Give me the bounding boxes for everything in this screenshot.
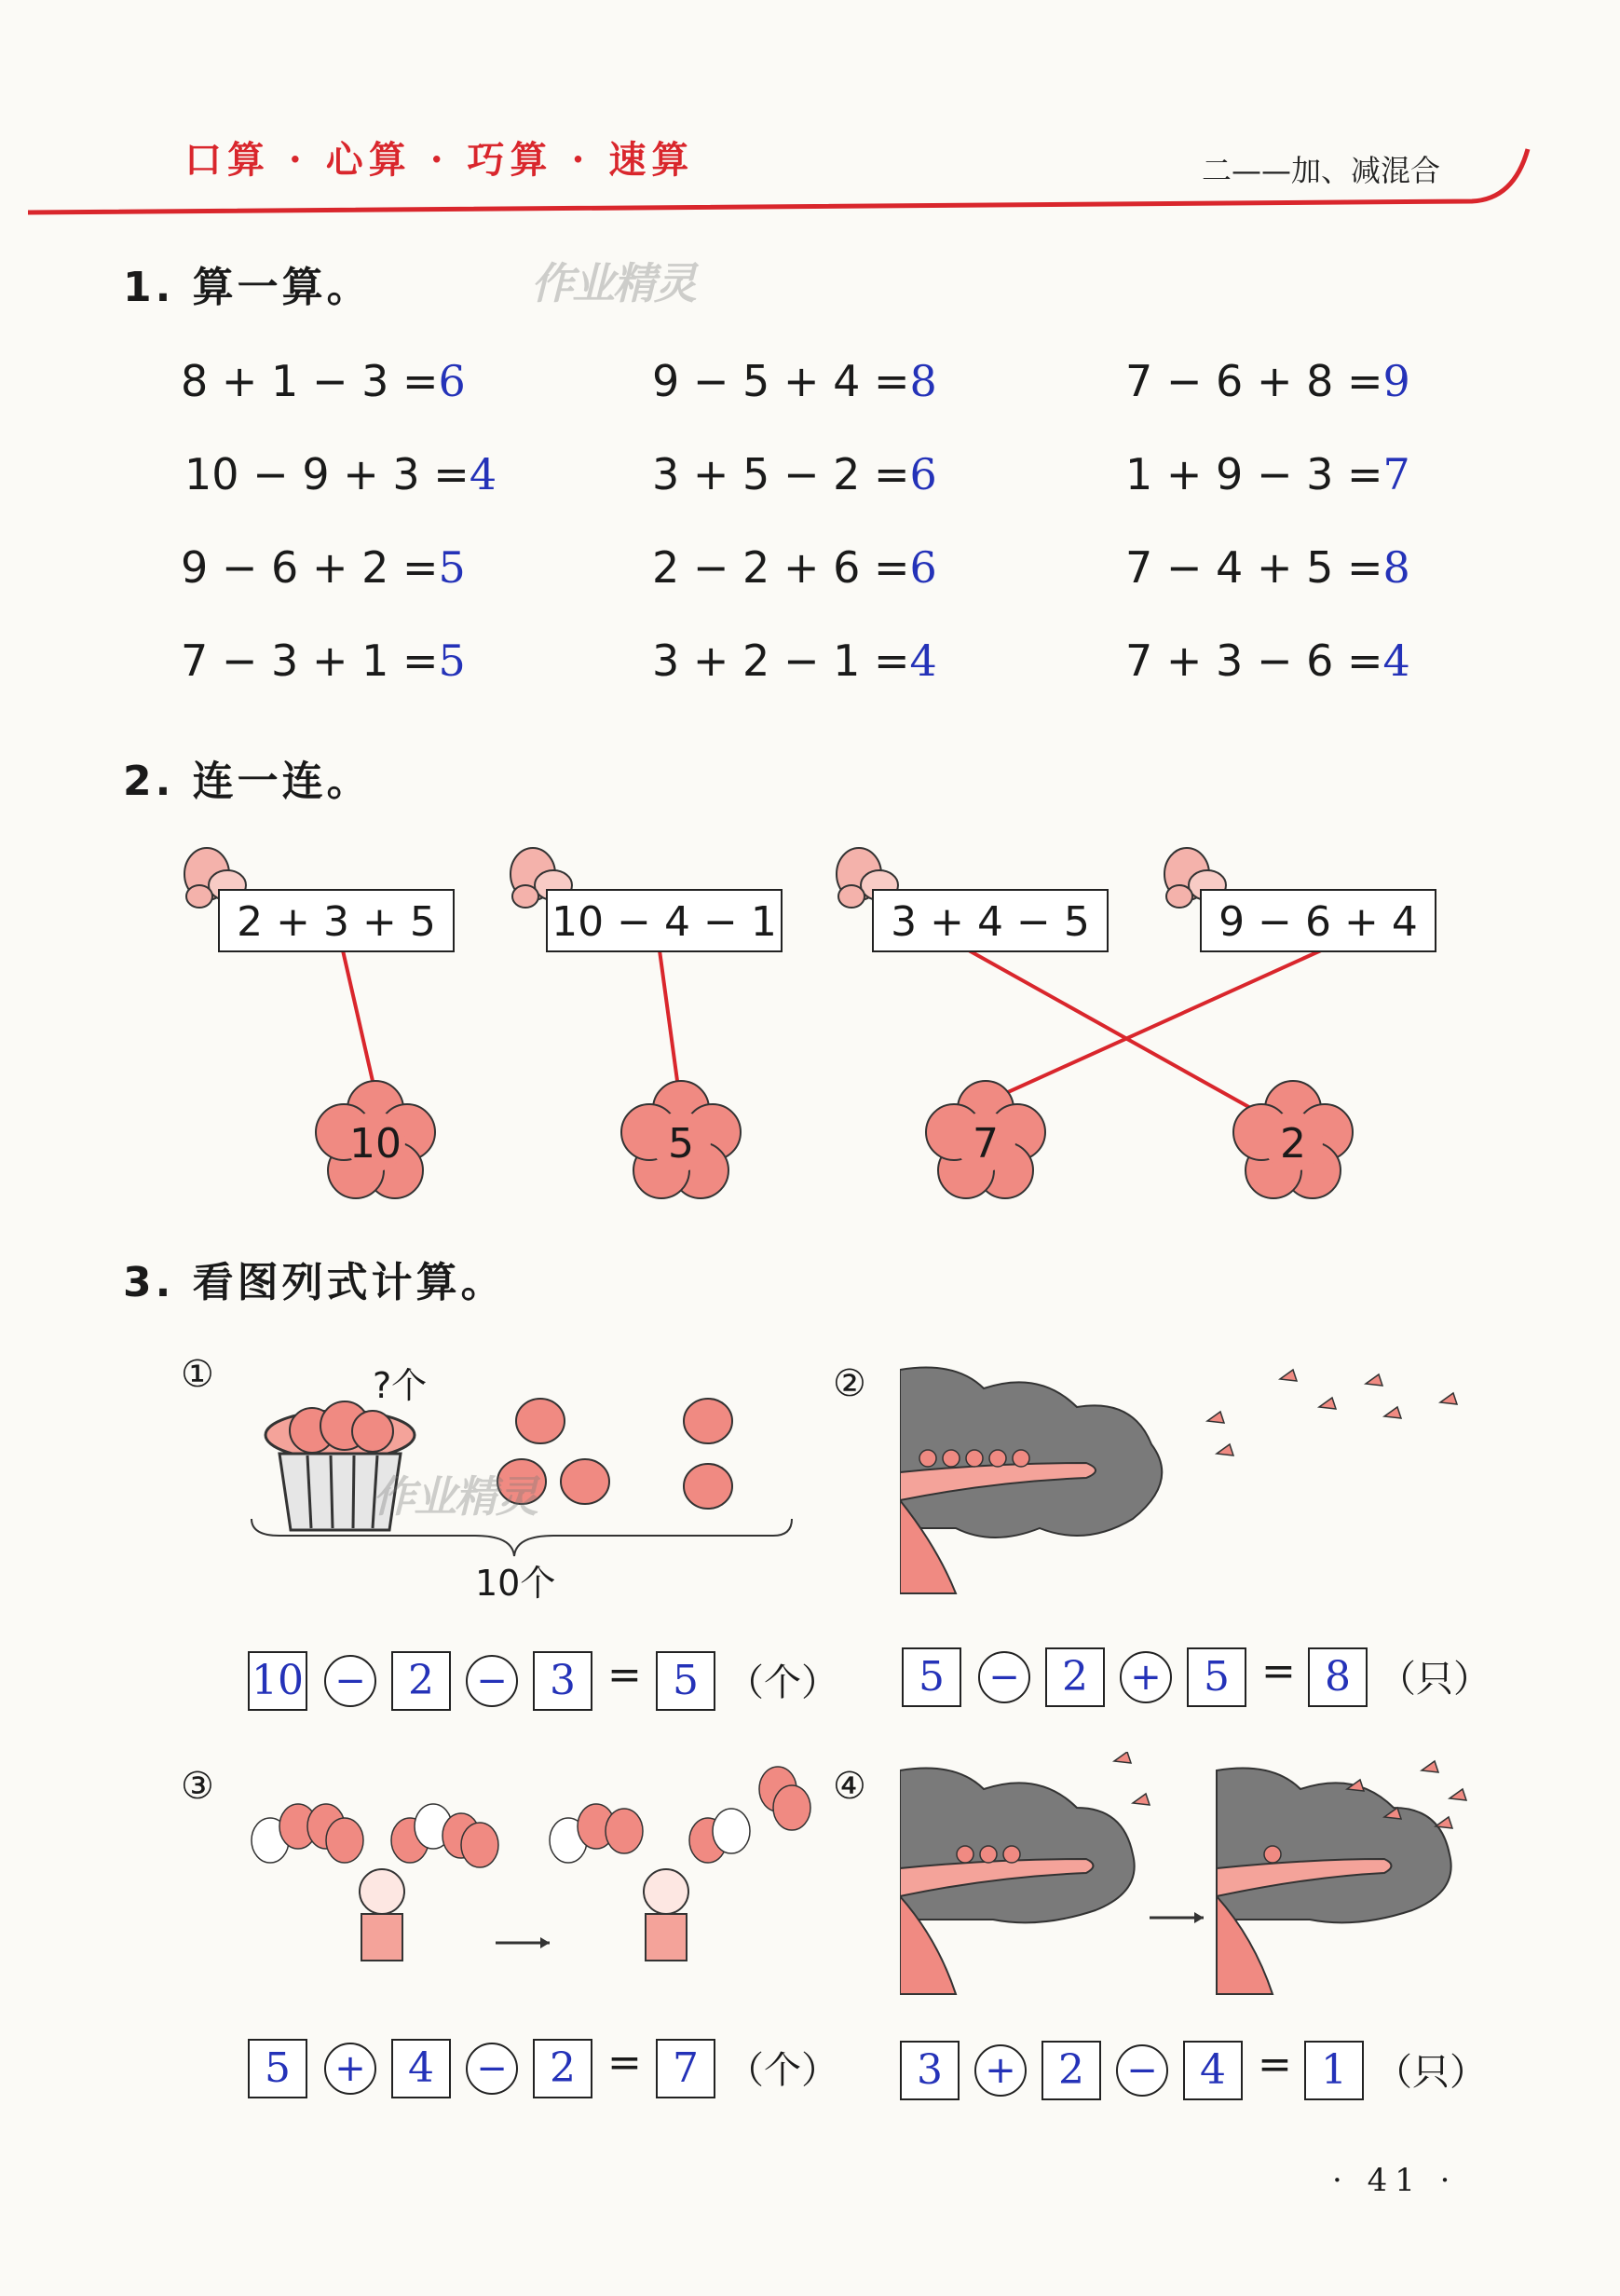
answer: 8 [909, 356, 937, 406]
operator-circle[interactable]: + [1120, 1651, 1172, 1703]
equation: 7 − 4 + 5 =8 [1125, 542, 1410, 593]
watermark: 作业精灵 [373, 1471, 537, 1522]
result-box[interactable]: 8 [1308, 1647, 1368, 1707]
expression-box[interactable]: 2 + 3 + 5 [218, 889, 455, 952]
answer-box[interactable]: 2 [391, 1651, 451, 1711]
equation: 3 + 2 − 1 =4 [652, 636, 937, 686]
answer-box[interactable]: 2 [533, 2039, 592, 2098]
answer-box[interactable]: 4 [1183, 2041, 1243, 2100]
answer: 6 [438, 356, 466, 406]
equals-sign: = [1261, 1647, 1296, 1695]
problem-4-marker: ④ [833, 1765, 866, 1808]
answer: 8 [1382, 542, 1410, 593]
birds-on-tree-illustration [900, 1360, 1477, 1603]
answer-box[interactable]: 5 [902, 1647, 961, 1707]
equation: 3 + 5 − 2 =6 [652, 449, 937, 499]
header-underline [0, 0, 1620, 242]
answer-lines [343, 950, 1321, 1128]
unit-label: （个） [727, 2049, 838, 2092]
balloon-icon [252, 1767, 810, 1867]
answer-box[interactable]: 5 [248, 2039, 307, 2098]
answer: 4 [1382, 636, 1410, 686]
operator-circle[interactable]: − [466, 1655, 518, 1707]
problem-1-marker: ① [181, 1353, 214, 1396]
boy-icon [360, 1869, 688, 1961]
answer: 6 [909, 449, 937, 499]
section-3-title: 3. 看图列式计算。 [123, 1259, 506, 1306]
total-label: 10个 [475, 1563, 556, 1604]
operator-circle[interactable]: − [466, 2043, 518, 2095]
equation: 2 − 2 + 6 =6 [652, 542, 937, 593]
flower-number[interactable]: 2 [1280, 1120, 1306, 1168]
equation: 1 + 9 − 3 =7 [1125, 449, 1410, 499]
answer-box[interactable]: 2 [1045, 1647, 1105, 1707]
operator-circle[interactable]: + [324, 2043, 376, 2095]
equation: 7 + 3 − 6 =4 [1125, 636, 1410, 686]
equals-sign: = [607, 1651, 642, 1699]
expression-box[interactable]: 10 − 4 − 1 [546, 889, 783, 952]
answer-box[interactable]: 5 [1187, 1647, 1246, 1707]
answer: 5 [438, 636, 466, 686]
equals-sign: = [1258, 2041, 1292, 2088]
answer-box[interactable]: 3 [900, 2041, 960, 2100]
equation: 7 − 6 + 8 =9 [1125, 356, 1410, 406]
answer: 4 [469, 449, 497, 499]
tree-icon [900, 1769, 1451, 1995]
page-number: · 41 · [1332, 2162, 1458, 2199]
answer-box[interactable]: 10 [248, 1651, 307, 1711]
section-1-title: 1. 算一算。 [123, 264, 372, 311]
result-box[interactable]: 7 [656, 2039, 715, 2098]
tree-icon [900, 1368, 1162, 1594]
birds-flying-away-illustration [900, 1752, 1496, 2003]
equation: 9 − 5 + 4 =8 [652, 356, 937, 406]
unit-label: （个） [727, 1661, 838, 1704]
equation: 10 − 9 + 3 =4 [184, 449, 497, 499]
equation: 7 − 3 + 1 =5 [181, 636, 466, 686]
answer: 7 [1382, 449, 1410, 499]
match-line [660, 950, 680, 1101]
answer: 6 [909, 542, 937, 593]
equation: 8 + 1 − 3 =6 [181, 356, 466, 406]
operator-circle[interactable]: − [1116, 2044, 1168, 2097]
chapter-title: 二——加、减混合 [1202, 153, 1441, 188]
answer: 9 [1382, 356, 1410, 406]
flower-number[interactable]: 7 [973, 1120, 999, 1168]
match-line [343, 950, 377, 1101]
section-2-title: 2. 连一连。 [123, 758, 372, 805]
operator-circle[interactable]: + [974, 2044, 1027, 2097]
answer: 5 [438, 542, 466, 593]
expression-box[interactable]: 9 − 6 + 4 [1200, 889, 1436, 952]
unit-label: （只） [1375, 2051, 1487, 2094]
answer-box[interactable]: 4 [391, 2039, 451, 2098]
match-line [987, 950, 1321, 1101]
question-label: ?个 [373, 1365, 428, 1406]
expression-box[interactable]: 3 + 4 − 5 [872, 889, 1109, 952]
operator-circle[interactable]: − [324, 1655, 376, 1707]
flower-number[interactable]: 5 [668, 1120, 694, 1168]
answer-box[interactable]: 3 [533, 1651, 592, 1711]
problem-2-marker: ② [833, 1362, 866, 1405]
answer-box[interactable]: 2 [1041, 2041, 1101, 2100]
flower-number[interactable]: 10 [349, 1120, 402, 1168]
operator-circle[interactable]: − [978, 1651, 1030, 1703]
equation: 9 − 6 + 2 =5 [181, 542, 466, 593]
result-box[interactable]: 5 [656, 1651, 715, 1711]
watermark: 作业精灵 [531, 258, 695, 308]
problem-3-marker: ③ [181, 1765, 214, 1808]
header-title: 口算 · 心算 · 巧算 · 速算 [184, 138, 695, 182]
unit-label: （只） [1379, 1658, 1491, 1701]
answer: 4 [909, 636, 937, 686]
result-box[interactable]: 1 [1304, 2041, 1364, 2100]
boy-with-balloons-illustration [242, 1752, 820, 1994]
equals-sign: = [607, 2039, 642, 2086]
